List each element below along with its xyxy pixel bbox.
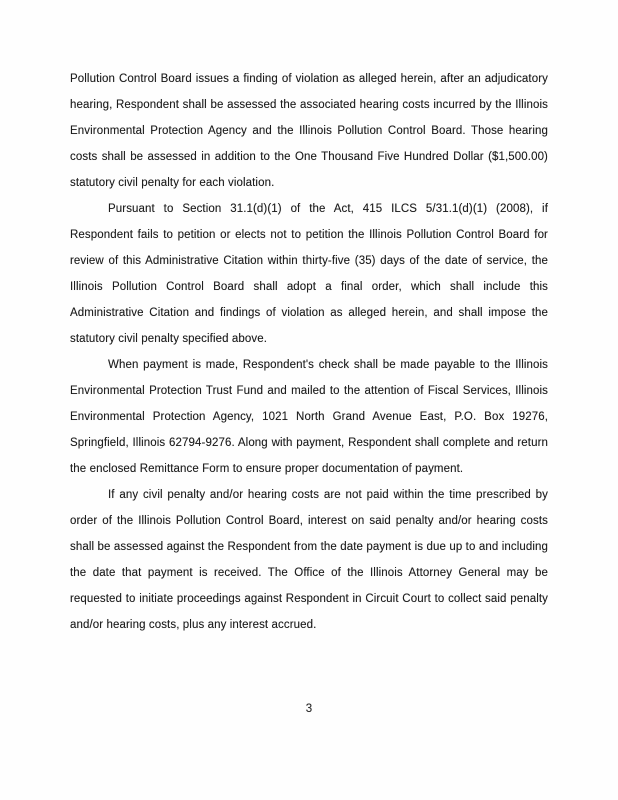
paragraph: If any civil penalty and/or hearing costs are not paid within the time prescribed by order of the Illinois Pollution Control Board, interest on said penalty and/or hearing costs shall be assessed against the Respondent from the date payment is due up to and including the date that payment is received. The Office of the Illinois Attorney General may be requested to initiate proceedings against Respondent in Circuit Court to collect said penalty and/or hearing costs, plus any interest accrued. (70, 489, 548, 631)
page-number: 3 (305, 703, 313, 715)
paragraph: Pursuant to Section 31.1(d)(1) of the Act, 415 ILCS 5/31.1(d)(1) (2008), if Respondent fails to petition or elects not to petition the Illinois Pollution Control Board for review of this Administrative Citation within thirty-five (35) days of the date of service, the Illinois Pollution Control Board shall adopt a final order, which shall include this Administrative Citation and findings of violation as alleged herein, and shall impose the statutory civil penalty specified above. (70, 203, 548, 345)
paragraph: Pollution Control Board issues a finding of violation as alleged herein, after an adjudicatory hearing, Respondent shall be assessed the associated hearing costs incurred by the Illinois Environmental Protection Agency and the Illinois Pollution Control Board. Those hearing costs shall be assessed in addition to the One Thousand Five Hundred Dollar ($1,500.00) statutory civil penalty for each violation. (70, 73, 548, 189)
document-body (70, 66, 548, 638)
paragraph: When payment is made, Respondent's check shall be made payable to the Illinois Environmental Protection Trust Fund and mailed to the attention of Fiscal Services, Illinois Environmental Protection Agency, 1021 North Grand Avenue East, P.O. Box 19276, Springfield, Illinois 62794-9276. Along with payment, Respondent shall complete and return the enclosed Remittance Form to ensure proper documentation of payment. (70, 359, 548, 475)
